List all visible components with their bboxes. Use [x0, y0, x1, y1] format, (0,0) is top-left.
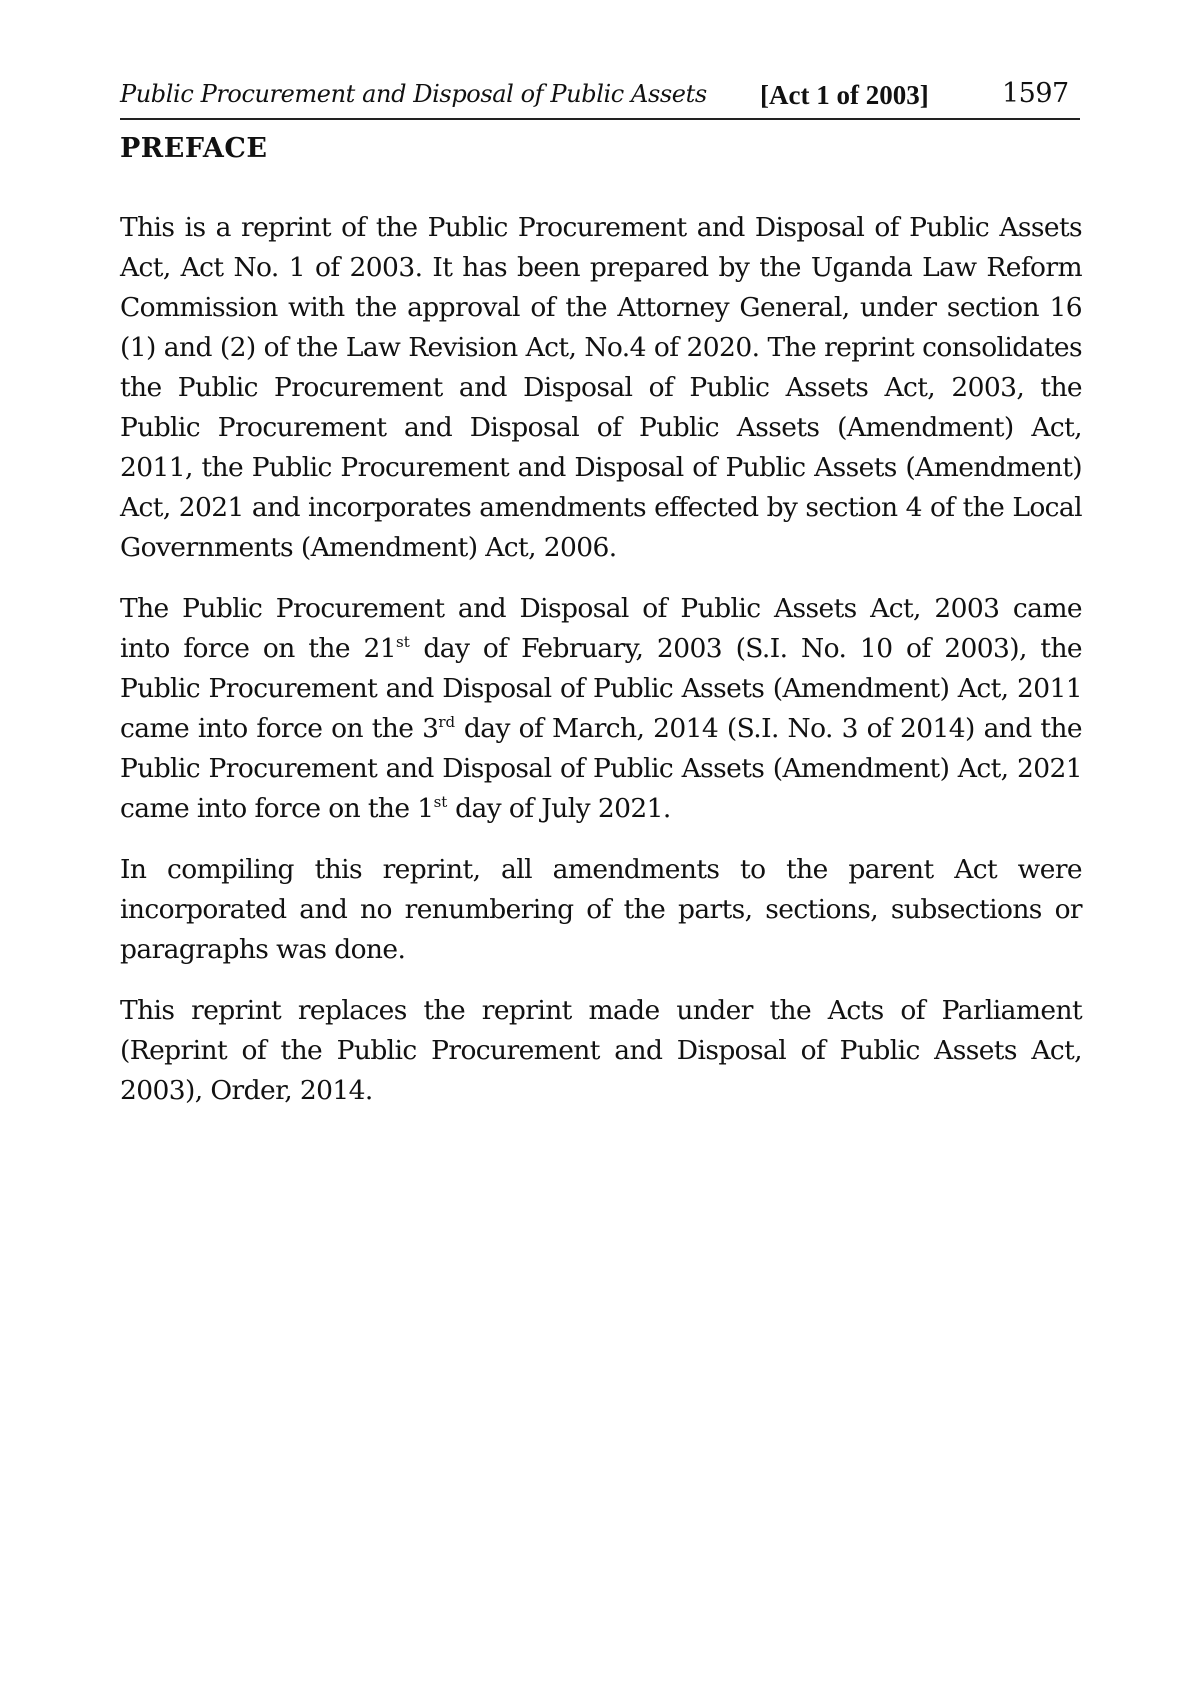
running-header	[120, 76, 1080, 120]
ordinal-suffix: st	[433, 793, 448, 812]
paragraph-commencement	[120, 589, 1082, 829]
commencement-text-4: day of July 2021.	[447, 793, 671, 824]
paragraph-replacement: This reprint replaces the reprint made under the Acts of Parliament (Reprint of the Public Procurement and Disposal of Public Assets Act, 2003), Order, 2014.	[120, 995, 1082, 1106]
preface-body	[120, 208, 1082, 1132]
running-title: Public Procurement and Disposal of Public Assets	[120, 80, 707, 108]
commencement-text-1: The Public Procurement and Disposal of Public Assets Act, 2003 came into force on the 21	[120, 593, 1082, 664]
commencement-text-2: day of February, 2003 (S.I. No. 10 of 2003), the Public Procurement and Disposal of Public Assets (Amendment) Act, 2011 came into force on the 3	[120, 633, 1083, 744]
page-number: 1597	[1002, 78, 1069, 109]
ordinal-suffix: rd	[438, 713, 456, 732]
ordinal-suffix: st	[396, 633, 410, 652]
paragraph-reprint-intro: This is a reprint of the Public Procurement and Disposal of Public Assets Act, Act No. 1 of 2003. It has been prepared by the Uganda Law Reform Commission with the approval of the Attorney General, under section 16 (1) and (2) of the Law Revision Act, No.4 of 2020. The reprint consolidates the Public Procurement and Disposal of Public Assets Act, 2003, the Public Procurement and Disposal of Public Assets (Amendment) Act, 2011, the Public Procurement and Disposal of Public Assets (Amendment) Act, 2021 and incorporates amendments effected by section 4 of the Local Governments (Amendment) Act, 2006.	[120, 212, 1082, 563]
paragraph-compilation: In compiling this reprint, all amendments to the parent Act were incorporated and no renumbering of the parts, sections, subsections or paragraphs was done.	[120, 854, 1082, 965]
preface-heading: PREFACE	[120, 133, 268, 164]
act-reference: [Act 1 of 2003]	[760, 80, 929, 110]
commencement-text-3: day of March, 2014 (S.I. No. 3 of 2014) and the Public Procurement and Disposal of Public Assets (Amendment) Act, 2021 came into force on the 1	[120, 713, 1082, 824]
